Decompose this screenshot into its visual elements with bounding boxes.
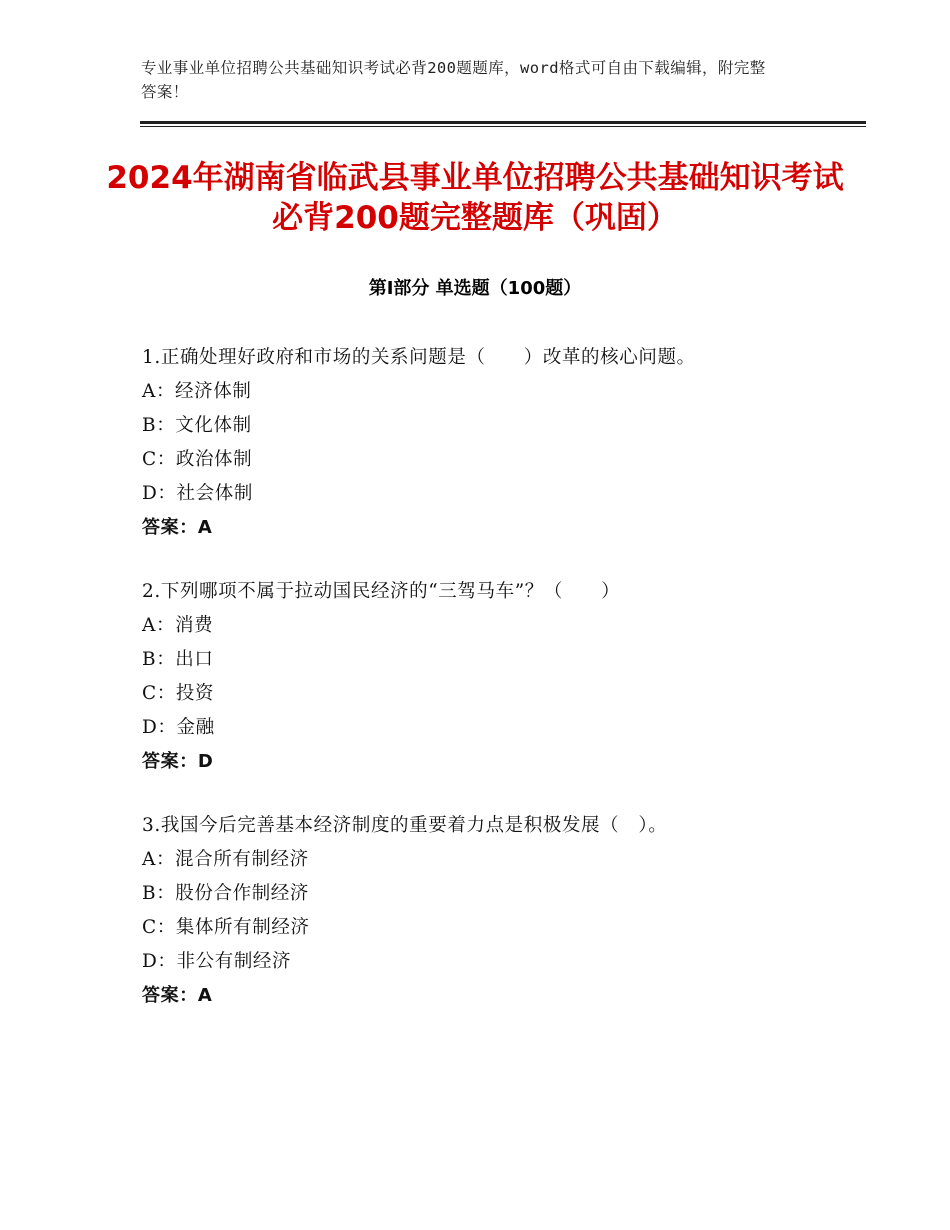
option-a: A：混合所有制经济 [142,849,309,870]
option-d: D：社会体制 [142,483,253,504]
answer-label: 答案： [142,517,198,538]
question-list [142,341,862,1043]
question-3 [142,809,862,1013]
option-c: C：投资 [142,683,215,704]
answer-value: D [197,751,214,772]
option-b: B：股份合作制经济 [142,883,309,904]
answer-line [142,979,862,1013]
header-divider-thick [140,121,866,124]
document-title: 2024年湖南省临武县事业单位招聘公共基础知识考试必背200题完整题库（巩固） [106,160,844,236]
header-divider-thin [140,126,866,127]
answer-value: A [197,985,213,1006]
option-b: B：文化体制 [142,415,252,436]
question-stem: 3.我国今后完善基本经济制度的重要着力点是积极发展（ ）。 [142,815,668,836]
option-b: B：出口 [142,649,214,670]
answer-line [142,745,862,779]
option-a: A：经济体制 [142,381,252,402]
option-d: D：金融 [142,717,215,738]
option-a: A：消费 [142,615,214,636]
header-note: 专业事业单位招聘公共基础知识考试必背200题题库，word格式可自由下载编辑，附完整答案！ [141,59,766,101]
answer-value: A [197,517,213,538]
question-stem: 2.下列哪项不属于拉动国民经济的“三驾马车”？（ ） [142,581,621,602]
option-c: C：集体所有制经济 [142,917,310,938]
answer-label: 答案： [142,985,198,1006]
section-title: 第Ⅰ部分 单选题（100题） [368,278,582,299]
question-1 [142,341,862,545]
question-stem: 1.正确处理好政府和市场的关系问题是（ ）改革的核心问题。 [142,347,696,368]
option-c: C：政治体制 [142,449,253,470]
question-2 [142,575,862,779]
option-d: D：非公有制经济 [142,951,292,972]
answer-line [142,511,862,545]
answer-label: 答案： [142,751,198,772]
